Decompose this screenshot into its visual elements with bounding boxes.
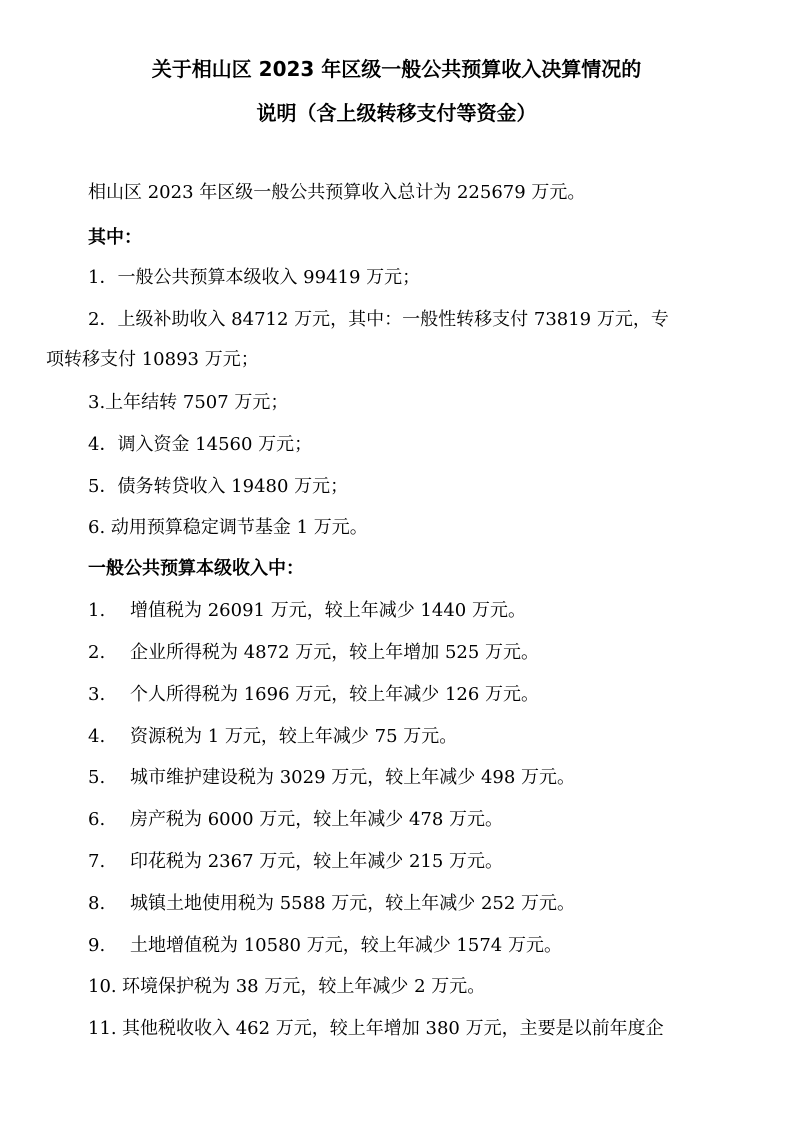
tax-item-number: 4.	[88, 726, 106, 747]
breakdown-item-4: 4．调入资金 14560 万元；	[88, 434, 313, 455]
tax-item-text: 企业所得税为 4872 万元，较上年增加 525 万元。	[130, 642, 540, 663]
tax-item-text: 其他税收收入 462 万元，较上年增加 380 万元，主要是以前年度企	[122, 1018, 664, 1039]
breakdown-item-6: 6. 动用预算稳定调节基金 1 万元。	[88, 517, 368, 538]
tax-item-text: 印花税为 2367 万元，较上年减少 215 万元。	[130, 851, 504, 872]
tax-item	[88, 808, 503, 832]
document-title-line-1: 关于相山区 2023 年区级一般公共预算收入决算情况的	[151, 57, 642, 81]
tax-item-number: 10.	[88, 976, 117, 997]
tax-item	[88, 1017, 664, 1041]
section-heading-breakdown: 其中：	[88, 227, 142, 248]
breakdown-item-1: 1．一般公共预算本级收入 99419 万元；	[88, 267, 421, 288]
intro-paragraph: 相山区 2023 年区级一般公共预算收入总计为 225679 万元。	[88, 182, 586, 203]
tax-item-number: 3.	[88, 684, 106, 705]
tax-item	[88, 934, 562, 958]
tax-item-number: 5.	[88, 767, 106, 788]
tax-item	[88, 850, 503, 874]
tax-item-number: 11.	[88, 1018, 117, 1039]
tax-item-number: 9.	[88, 935, 106, 956]
tax-item	[88, 641, 539, 665]
breakdown-item-2-continued: 项转移支付 10893 万元；	[46, 349, 259, 370]
tax-item-text: 环境保护税为 38 万元，较上年减少 2 万元。	[122, 976, 486, 997]
tax-item-number: 1.	[88, 600, 106, 621]
tax-item-text: 土地增值税为 10580 万元，较上年减少 1574 万元。	[130, 935, 562, 956]
tax-item-number: 2.	[88, 642, 106, 663]
tax-item	[88, 766, 575, 790]
tax-item	[88, 975, 485, 999]
tax-item	[88, 683, 539, 707]
tax-item	[88, 892, 575, 916]
breakdown-item-2: 2．上级补助收入 84712 万元，其中：一般性转移支付 73819 万元，专	[88, 309, 669, 330]
tax-item-text: 城镇土地使用税为 5588 万元，较上年减少 252 万元。	[130, 893, 576, 914]
section-heading-local-revenue: 一般公共预算本级收入中：	[88, 558, 304, 579]
tax-item-number: 7.	[88, 851, 106, 872]
document-title-line-2: 说明（含上级转移支付等资金）	[256, 101, 537, 125]
breakdown-item-5: 5．债务转贷收入 19480 万元；	[88, 476, 349, 497]
tax-item-text: 增值税为 26091 万元，较上年减少 1440 万元。	[130, 600, 526, 621]
breakdown-item-3: 3.上年结转 7507 万元；	[88, 392, 289, 413]
tax-item-text: 个人所得税为 1696 万元，较上年减少 126 万元。	[130, 684, 540, 705]
tax-item	[88, 725, 457, 749]
tax-item-number: 8.	[88, 893, 106, 914]
tax-item-text: 城市维护建设税为 3029 万元，较上年减少 498 万元。	[130, 767, 576, 788]
tax-item-text: 房产税为 6000 万元，较上年减少 478 万元。	[130, 809, 504, 830]
tax-item-text: 资源税为 1 万元，较上年减少 75 万元。	[130, 726, 458, 747]
tax-item-number: 6.	[88, 809, 106, 830]
tax-item	[88, 599, 526, 623]
